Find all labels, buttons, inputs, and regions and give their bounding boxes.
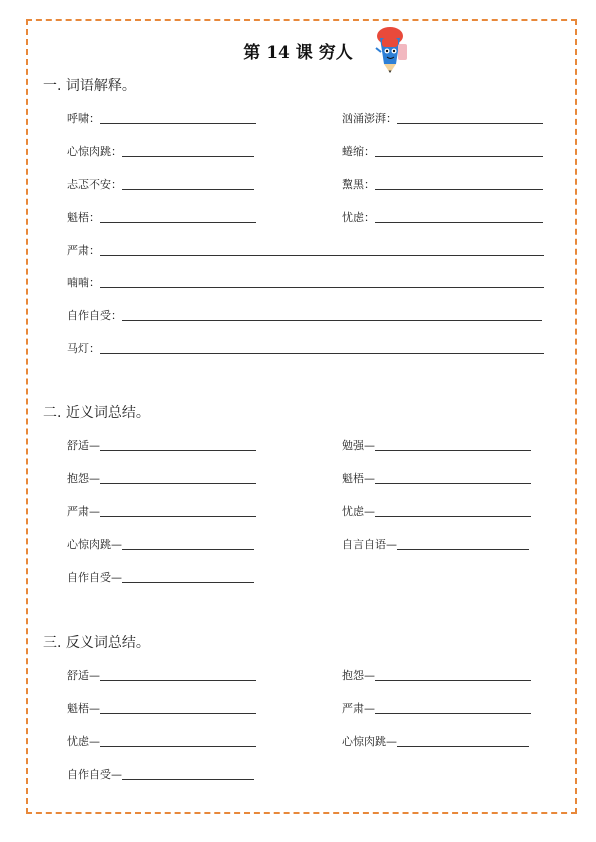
explain-row[interactable] bbox=[342, 110, 543, 126]
section-heading-antonyms: 三. 反义词总结。 bbox=[43, 635, 150, 651]
antonym-row[interactable] bbox=[67, 667, 256, 683]
antonym-row[interactable] bbox=[67, 733, 256, 749]
word-label: 马灯： bbox=[67, 342, 100, 355]
antonym-row[interactable] bbox=[342, 733, 529, 749]
answer-line[interactable] bbox=[122, 320, 542, 321]
synonym-row[interactable] bbox=[67, 503, 256, 519]
answer-line[interactable] bbox=[100, 483, 256, 484]
explain-row[interactable] bbox=[67, 110, 256, 126]
word-label: 黧黑： bbox=[342, 178, 375, 191]
synonym-row[interactable] bbox=[67, 437, 256, 453]
synonym-row[interactable] bbox=[342, 536, 529, 552]
word-label: 抱怨— bbox=[342, 669, 375, 682]
word-label: 心惊肉跳— bbox=[342, 735, 397, 748]
synonym-row[interactable] bbox=[342, 437, 531, 453]
word-label: 勉强— bbox=[342, 439, 375, 452]
answer-line[interactable] bbox=[397, 123, 543, 124]
explain-row[interactable] bbox=[342, 209, 543, 225]
answer-line[interactable] bbox=[122, 189, 254, 190]
synonym-row[interactable] bbox=[67, 536, 254, 552]
word-label: 自作自受— bbox=[67, 571, 122, 584]
answer-line[interactable] bbox=[375, 483, 531, 484]
word-label: 汹涌澎湃： bbox=[342, 112, 397, 125]
antonym-row[interactable] bbox=[342, 700, 531, 716]
explain-row[interactable] bbox=[342, 143, 543, 159]
synonym-row[interactable] bbox=[342, 470, 531, 486]
synonym-row[interactable] bbox=[67, 470, 256, 486]
pencil-mascot-icon bbox=[366, 24, 408, 74]
word-label: 严肃— bbox=[342, 702, 375, 715]
answer-line[interactable] bbox=[122, 779, 254, 780]
synonym-row[interactable] bbox=[67, 569, 254, 585]
answer-line[interactable] bbox=[122, 582, 254, 583]
word-label: 忧虑— bbox=[342, 505, 375, 518]
answer-line[interactable] bbox=[122, 549, 254, 550]
explain-row[interactable] bbox=[67, 307, 542, 323]
section-heading-explain: 一. 词语解释。 bbox=[43, 78, 136, 94]
explain-row[interactable] bbox=[67, 340, 544, 356]
word-label: 严肃： bbox=[67, 244, 100, 257]
word-label: 忐忑不安： bbox=[67, 178, 122, 191]
word-label: 心惊肉跳： bbox=[67, 145, 122, 158]
answer-line[interactable] bbox=[375, 189, 543, 190]
answer-line[interactable] bbox=[100, 516, 256, 517]
page-title: 第 14 课 穷人 bbox=[243, 43, 353, 63]
answer-line[interactable] bbox=[397, 549, 529, 550]
section-heading-synonyms: 二. 近义词总结。 bbox=[43, 405, 150, 421]
word-label: 舒适— bbox=[67, 669, 100, 682]
answer-line[interactable] bbox=[100, 680, 256, 681]
answer-line[interactable] bbox=[397, 746, 529, 747]
antonym-row[interactable] bbox=[67, 700, 256, 716]
answer-line[interactable] bbox=[375, 713, 531, 714]
answer-line[interactable] bbox=[100, 746, 256, 747]
word-label: 忧虑— bbox=[67, 735, 100, 748]
answer-line[interactable] bbox=[100, 222, 256, 223]
answer-line[interactable] bbox=[100, 353, 544, 354]
answer-line[interactable] bbox=[375, 680, 531, 681]
answer-line[interactable] bbox=[375, 450, 531, 451]
word-label: 喃喃： bbox=[67, 276, 100, 289]
word-label: 呼啸： bbox=[67, 112, 100, 125]
explain-row[interactable] bbox=[342, 176, 543, 192]
antonym-row[interactable] bbox=[342, 667, 531, 683]
answer-line[interactable] bbox=[375, 156, 543, 157]
word-label: 心惊肉跳— bbox=[67, 538, 122, 551]
word-label: 自作自受— bbox=[67, 768, 122, 781]
explain-row[interactable] bbox=[67, 274, 544, 290]
explain-row[interactable] bbox=[67, 176, 254, 192]
word-label: 舒适— bbox=[67, 439, 100, 452]
word-label: 魁梧— bbox=[342, 472, 375, 485]
word-label: 蜷缩： bbox=[342, 145, 375, 158]
word-label: 魁梧： bbox=[67, 211, 100, 224]
word-label: 自作自受： bbox=[67, 309, 122, 322]
word-label: 自言自语— bbox=[342, 538, 397, 551]
answer-line[interactable] bbox=[100, 287, 544, 288]
word-label: 忧虑： bbox=[342, 211, 375, 224]
word-label: 抱怨— bbox=[67, 472, 100, 485]
answer-line[interactable] bbox=[100, 255, 544, 256]
explain-row[interactable] bbox=[67, 242, 544, 258]
explain-row[interactable] bbox=[67, 209, 256, 225]
answer-line[interactable] bbox=[375, 222, 543, 223]
synonym-row[interactable] bbox=[342, 503, 531, 519]
answer-line[interactable] bbox=[100, 450, 256, 451]
answer-line[interactable] bbox=[100, 713, 256, 714]
word-label: 严肃— bbox=[67, 505, 100, 518]
answer-line[interactable] bbox=[122, 156, 254, 157]
answer-line[interactable] bbox=[100, 123, 256, 124]
word-label: 魁梧— bbox=[67, 702, 100, 715]
explain-row[interactable] bbox=[67, 143, 254, 159]
antonym-row[interactable] bbox=[67, 766, 254, 782]
answer-line[interactable] bbox=[375, 516, 531, 517]
